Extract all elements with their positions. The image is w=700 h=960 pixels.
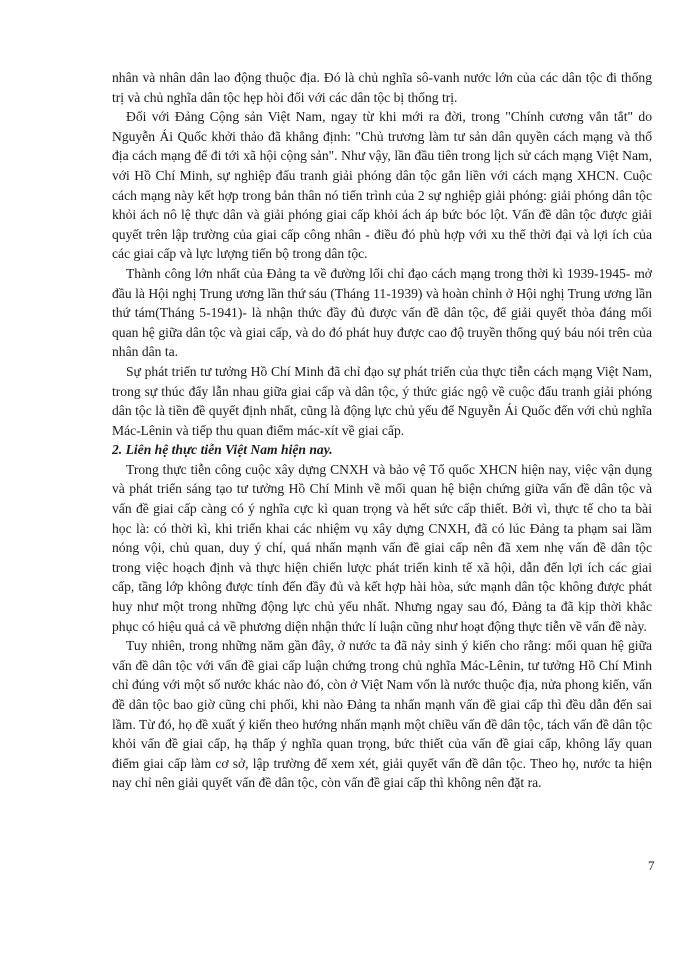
paragraph-thanh-cong: Thành công lớn nhất của Đảng ta về đường lối chỉ đạo cách mạng trong thời kì 1939-1945- mở đầu là Hội nghị Trung ương lần thứ sáu (Tháng 11-1939) và hoàn chỉnh ở Hội nghị Trung ương lần thứ tám(Tháng 5-1941)- là nhận thức đầy đủ được vấn đề dân tộc, để giải quyết thỏa đáng mối quan hệ giữa dân tộc và giai cấp, và do đó phát huy được cao độ truyền thống quý báu nói trên của nhân dân ta. [112, 265, 652, 360]
paragraph-thuc-tien: Trong thực tiễn công cuộc xây dựng CNXH và bảo vệ Tổ quốc XHCN hiện nay, việc vận dụng và phát triển sáng tạo tư tưởng Hồ Chí Minh về mối quan hệ biện chứng giữa vấn đề dân tộc và vấn đề giai cấp càng có ý nghĩa cực kì quan trọng và hết sức cấp thiết. Bởi vì, thực tế cho ta bài học là: có thời kì, khi triển khai các nhiệm vụ xây dựng CNXH, đã có lúc Đảng ta phạm sai lầm nóng vội, chủ quan, duy ý chí, quá nhấn mạnh vấn đề giai cấp nên đã xem nhẹ vấn đề dân tộc trong việc hoạch định và thực hiện chiến lược phát triển kinh tế xã hội, dẫn đến lợi ích các giai cấp, tầng lớp không được tính đến đầy đủ và kết hợp hài hòa, sức mạnh dân tộc không được phát huy như một trong những động lực chủ yếu nhất. Nhưng ngay sau đó, Đảng ta đã kịp thời khắc phục có hiệu quả cả về phương diện nhận thức lí luận cũng như hoạt động thực tiễn về vấn đề này. [112, 461, 652, 634]
section-heading: 2. Liên hệ thực tiễn Việt Nam hiện nay. [112, 442, 333, 458]
document-body [112, 68, 652, 793]
page-number: 7 [648, 858, 655, 873]
paragraph-su-phat-trien: Sự phát triển tư tưởng Hồ Chí Minh đã chỉ đạo sự phát triển của thực tiễn cách mạng Việt Nam, trong sự thúc đẩy lẫn nhau giữa giai cấp và dân tộc, ý thức giác ngộ về cuộc đấu tranh giải phóng dân tộc là tiền đề quyết định nhất, cũng là động lực chủ yếu để Nguyễn Ái Quốc đến với chủ nghĩa Mác-Lênin và tiếp thu quan điểm mác-xít về giai cấp. [112, 363, 652, 438]
paragraph-tuy-nhien: Tuy nhiên, trong những năm gần đây, ở nước ta đã nảy sinh ý kiến cho rằng: mối quan hệ giữa vấn đề dân tộc với vấn đề giai cấp luận chứng trong chủ nghĩa Mác-Lênin, tư tưởng Hồ Chí Minh chỉ đúng với một số nước khác nào đó, còn ở Việt Nam vốn là nước thuộc địa, nửa phong kiến, vấn đề dân tộc bao giờ cũng chi phối, khi nào Đảng ta nhấn mạnh vấn đề giai cấp thì đều dẫn đến sai lầm. Từ đó, họ đề xuất ý kiến theo hướng nhấn mạnh một chiều vấn đề dân tộc, tách vấn đề dân tộc khỏi vấn đề giai cấp, hạ thấp ý nghĩa quan trọng, bức thiết của vấn đề giai cấp, không lấy quan điểm giai cấp làm cơ sở, lập trường để xem xét, giải quyết vấn đề dân tộc. Theo họ, nước ta hiện nay chỉ nên giải quyết vấn đề dân tộc, còn vấn đề giai cấp thì không nên đặt ra. [112, 638, 652, 791]
paragraph-dang-cong-san: Đối với Đảng Cộng sản Việt Nam, ngay từ khi mới ra đời, trong "Chính cương vắn tắt" do Nguyễn Ái Quốc khởi thảo đã khẳng định: "Chủ trương làm tư sản dân quyền cách mạng và thổ địa cách mạng để đi tới xã hội cộng sản". Như vậy, lần đầu tiên trong lịch sử cách mạng Việt Nam, với Hồ Chí Minh, sự nghiệp đấu tranh giải phóng dân tộc gắn liền với cách mạng XHCN. Cuộc cách mạng này kết hợp trong bản thân nó tiến trình của 2 sự nghiệp giải phóng: giải phóng dân tộc khỏi ách nô lệ thực dân và giải phóng giai cấp khỏi ách áp bức bóc lột. Vấn đề dân tộc được giải quyết trên lập trường của giai cấp công nhân - điều đó phù hợp với xu thế thời đại và lợi ích của các giai cấp và lực lượng tiến bộ trong dân tộc. [112, 109, 652, 262]
paragraph-continued: nhân và nhân dân lao động thuộc địa. Đó là chủ nghĩa sô-vanh nước lớn của các dân tộc đi thống trị và chủ nghĩa dân tộc hẹp hòi đối với các dân tộc bị thống trị. [112, 70, 652, 105]
